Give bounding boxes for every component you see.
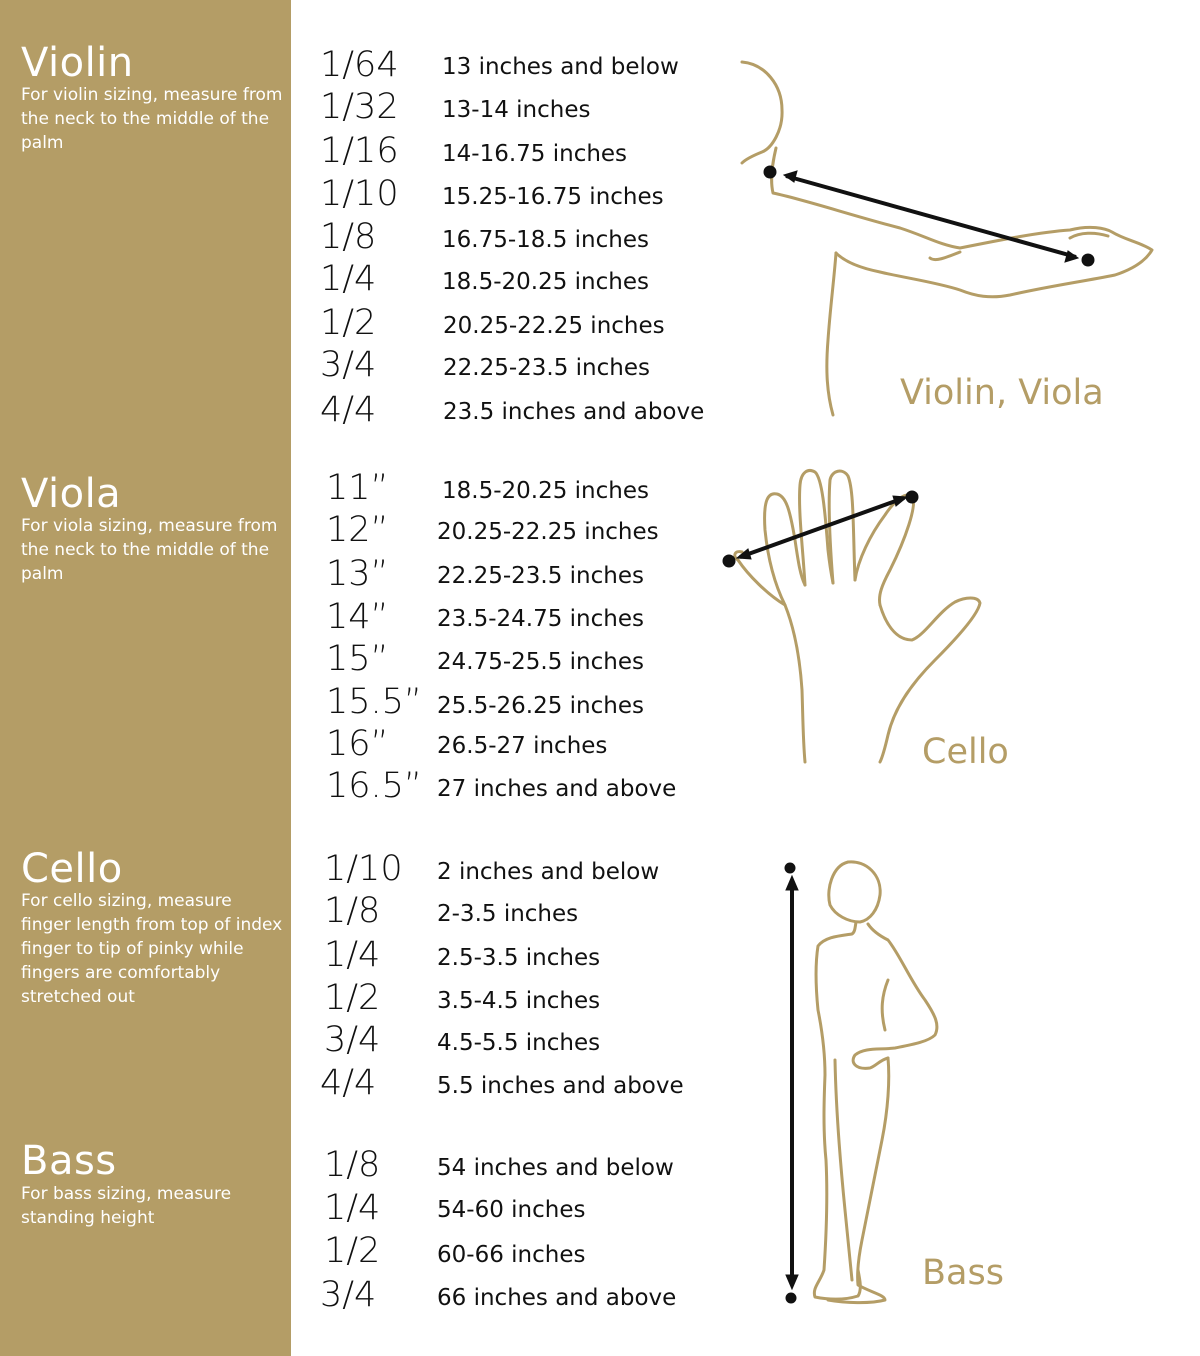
size-label: 13” [326,554,389,594]
size-label: 1/64 [320,45,399,85]
size-range: 23.5-24.75 inches [437,606,644,632]
size-label: 16” [326,724,389,764]
size-range: 3.5-4.5 inches [437,988,601,1014]
size-label: 4/4 [320,390,377,430]
violin-section-description: For violin sizing, measure from the neck to the middle of the palm [21,85,283,153]
size-range: 22.25-23.5 inches [443,355,650,381]
sidebar [0,0,291,1356]
size-range: 5.5 inches and above [437,1073,684,1099]
size-label: 1/4 [320,259,377,299]
size-label: 1/8 [324,1145,381,1185]
violin-section-title: Violin [21,40,134,86]
size-range: 18.5-20.25 inches [442,269,649,295]
viola-section-description: For viola sizing, measure from the neck to the middle of the palm [21,516,278,584]
arm-figure-label: Violin, Viola [900,373,1104,413]
size-label: 11” [326,468,389,508]
size-range: 2-3.5 inches [437,901,579,927]
size-range: 20.25-22.25 inches [443,313,665,339]
size-range: 54 inches and below [437,1155,674,1181]
size-range: 27 inches and above [437,776,677,802]
size-range: 16.75-18.5 inches [442,227,649,253]
size-label: 1/4 [324,1188,381,1228]
size-label: 1/8 [324,891,381,931]
size-label: 3/4 [320,1275,377,1315]
size-range: 26.5-27 inches [437,733,608,759]
size-range: 4.5-5.5 inches [437,1030,601,1056]
hand-measurement-icon [720,465,990,770]
size-label: 1/10 [324,849,403,889]
size-label: 1/2 [320,303,377,343]
size-range: 54-60 inches [437,1197,586,1223]
size-label: 12” [326,510,389,550]
size-range: 60-66 inches [437,1242,586,1268]
size-label: 15” [326,639,389,679]
size-label: 15.5” [326,682,423,722]
size-label: 16.5” [326,766,423,806]
size-range: 15.25-16.75 inches [442,184,664,210]
bass-section-description: For bass sizing, measure standing height [21,1184,232,1228]
size-range: 20.25-22.25 inches [437,519,659,545]
size-range: 13 inches and below [442,54,679,80]
size-label: 1/10 [320,174,399,214]
size-label: 1/32 [320,87,399,127]
body-height-measurement-icon [770,855,970,1315]
size-label: 3/4 [324,1020,381,1060]
size-label: 1/4 [324,935,381,975]
size-label: 1/16 [320,131,399,171]
size-label: 1/2 [324,1231,381,1271]
size-label: 3/4 [320,345,377,385]
viola-section-title: Viola [21,471,122,517]
hand-figure-label: Cello [922,732,1009,772]
size-range: 18.5-20.25 inches [442,478,649,504]
size-range: 25.5-26.25 inches [437,693,644,719]
size-range: 2 inches and below [437,859,660,885]
size-label: 1/8 [320,217,377,257]
size-range: 22.25-23.5 inches [437,563,644,589]
size-range: 24.75-25.5 inches [437,649,644,675]
size-label: 1/2 [324,978,381,1018]
size-range: 13-14 inches [442,97,591,123]
cello-section-title: Cello [21,846,123,892]
size-range: 23.5 inches and above [443,399,705,425]
size-range: 2.5-3.5 inches [437,945,601,971]
size-range: 14-16.75 inches [442,141,628,167]
size-label: 14” [326,597,389,637]
bass-section-title: Bass [21,1138,117,1184]
size-range: 66 inches and above [437,1285,677,1311]
size-label: 4/4 [320,1063,377,1103]
cello-section-description: For cello sizing, measure finger length from top of index finger to tip of pinky while fingers are comfortably stretched out [21,891,283,1007]
body-figure-label: Bass [922,1253,1004,1293]
